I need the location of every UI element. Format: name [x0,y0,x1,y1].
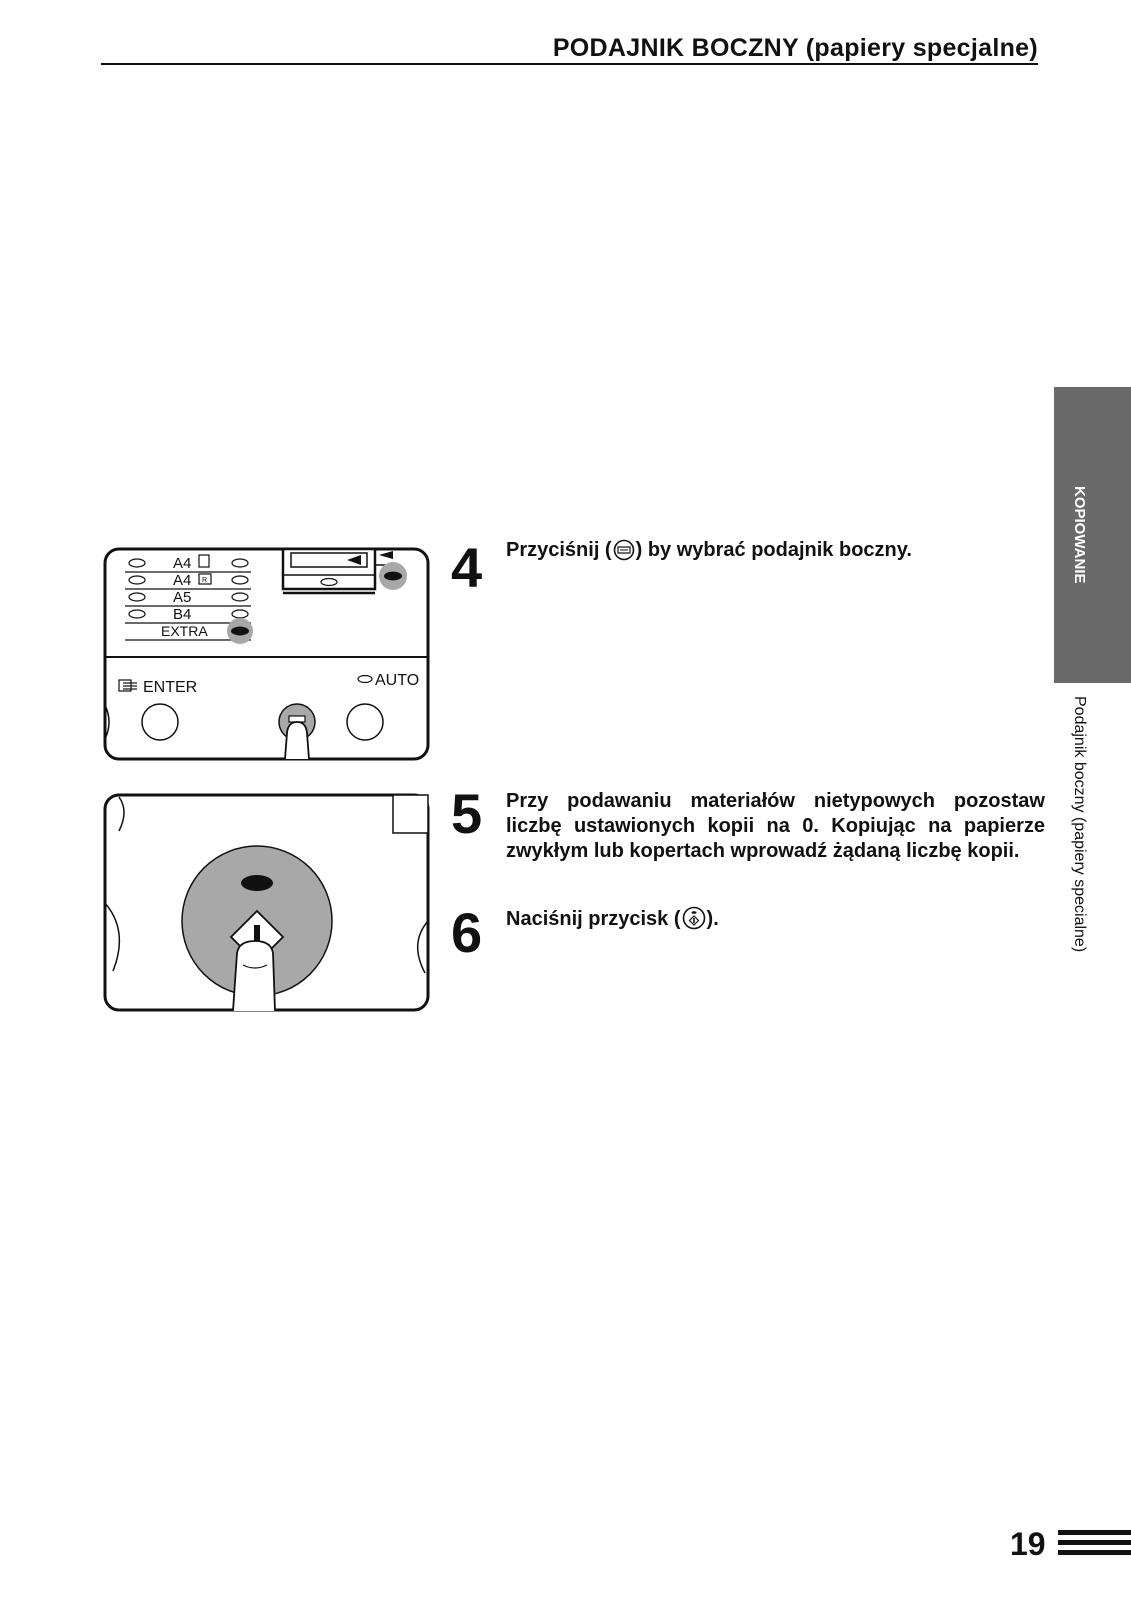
paper-size-a4-landscape: A4 [173,572,192,589]
header-rule [101,63,1038,65]
step-number: 5 [451,782,483,845]
step-text: Przyciśnij ( ) by wybrać podajnik boczny. [506,539,912,561]
step-text: Naciśnij przycisk ( ). [506,908,719,930]
control-panel-illustration [103,547,433,762]
subsection-label: Podajnik boczny (papiery specialne) [1071,696,1088,953]
paper-size-b4: B4 [173,606,192,623]
step-number: 4 [451,536,483,599]
footer-bars [1058,1530,1131,1560]
start-button-icon [682,906,706,930]
page-title: PODAJNIK BOCZNY (papiery specjalne) [552,34,1038,62]
paper-size-extra: EXTRA [161,623,208,639]
paper-size-a5: A5 [173,589,192,606]
section-tab-label: KOPIOWANIE [1071,486,1088,584]
enter-label: ENTER [143,679,198,696]
step-number: 6 [451,901,483,964]
paper-select-button-icon [613,539,635,561]
page-number: 19 [1010,1526,1046,1562]
start-button-illustration [103,793,433,1013]
auto-label: AUTO [375,672,420,689]
paper-size-a4-portrait: A4 [173,555,192,572]
step-text: Przy podawaniu materiałów nietypowych pozostaw liczbę ustawionych kopii na 0. Kopiując na papierze zwykłym lub kopertach wprowadź żądaną liczbę kopii. [506,790,1045,862]
svg-text:R: R [202,577,208,584]
